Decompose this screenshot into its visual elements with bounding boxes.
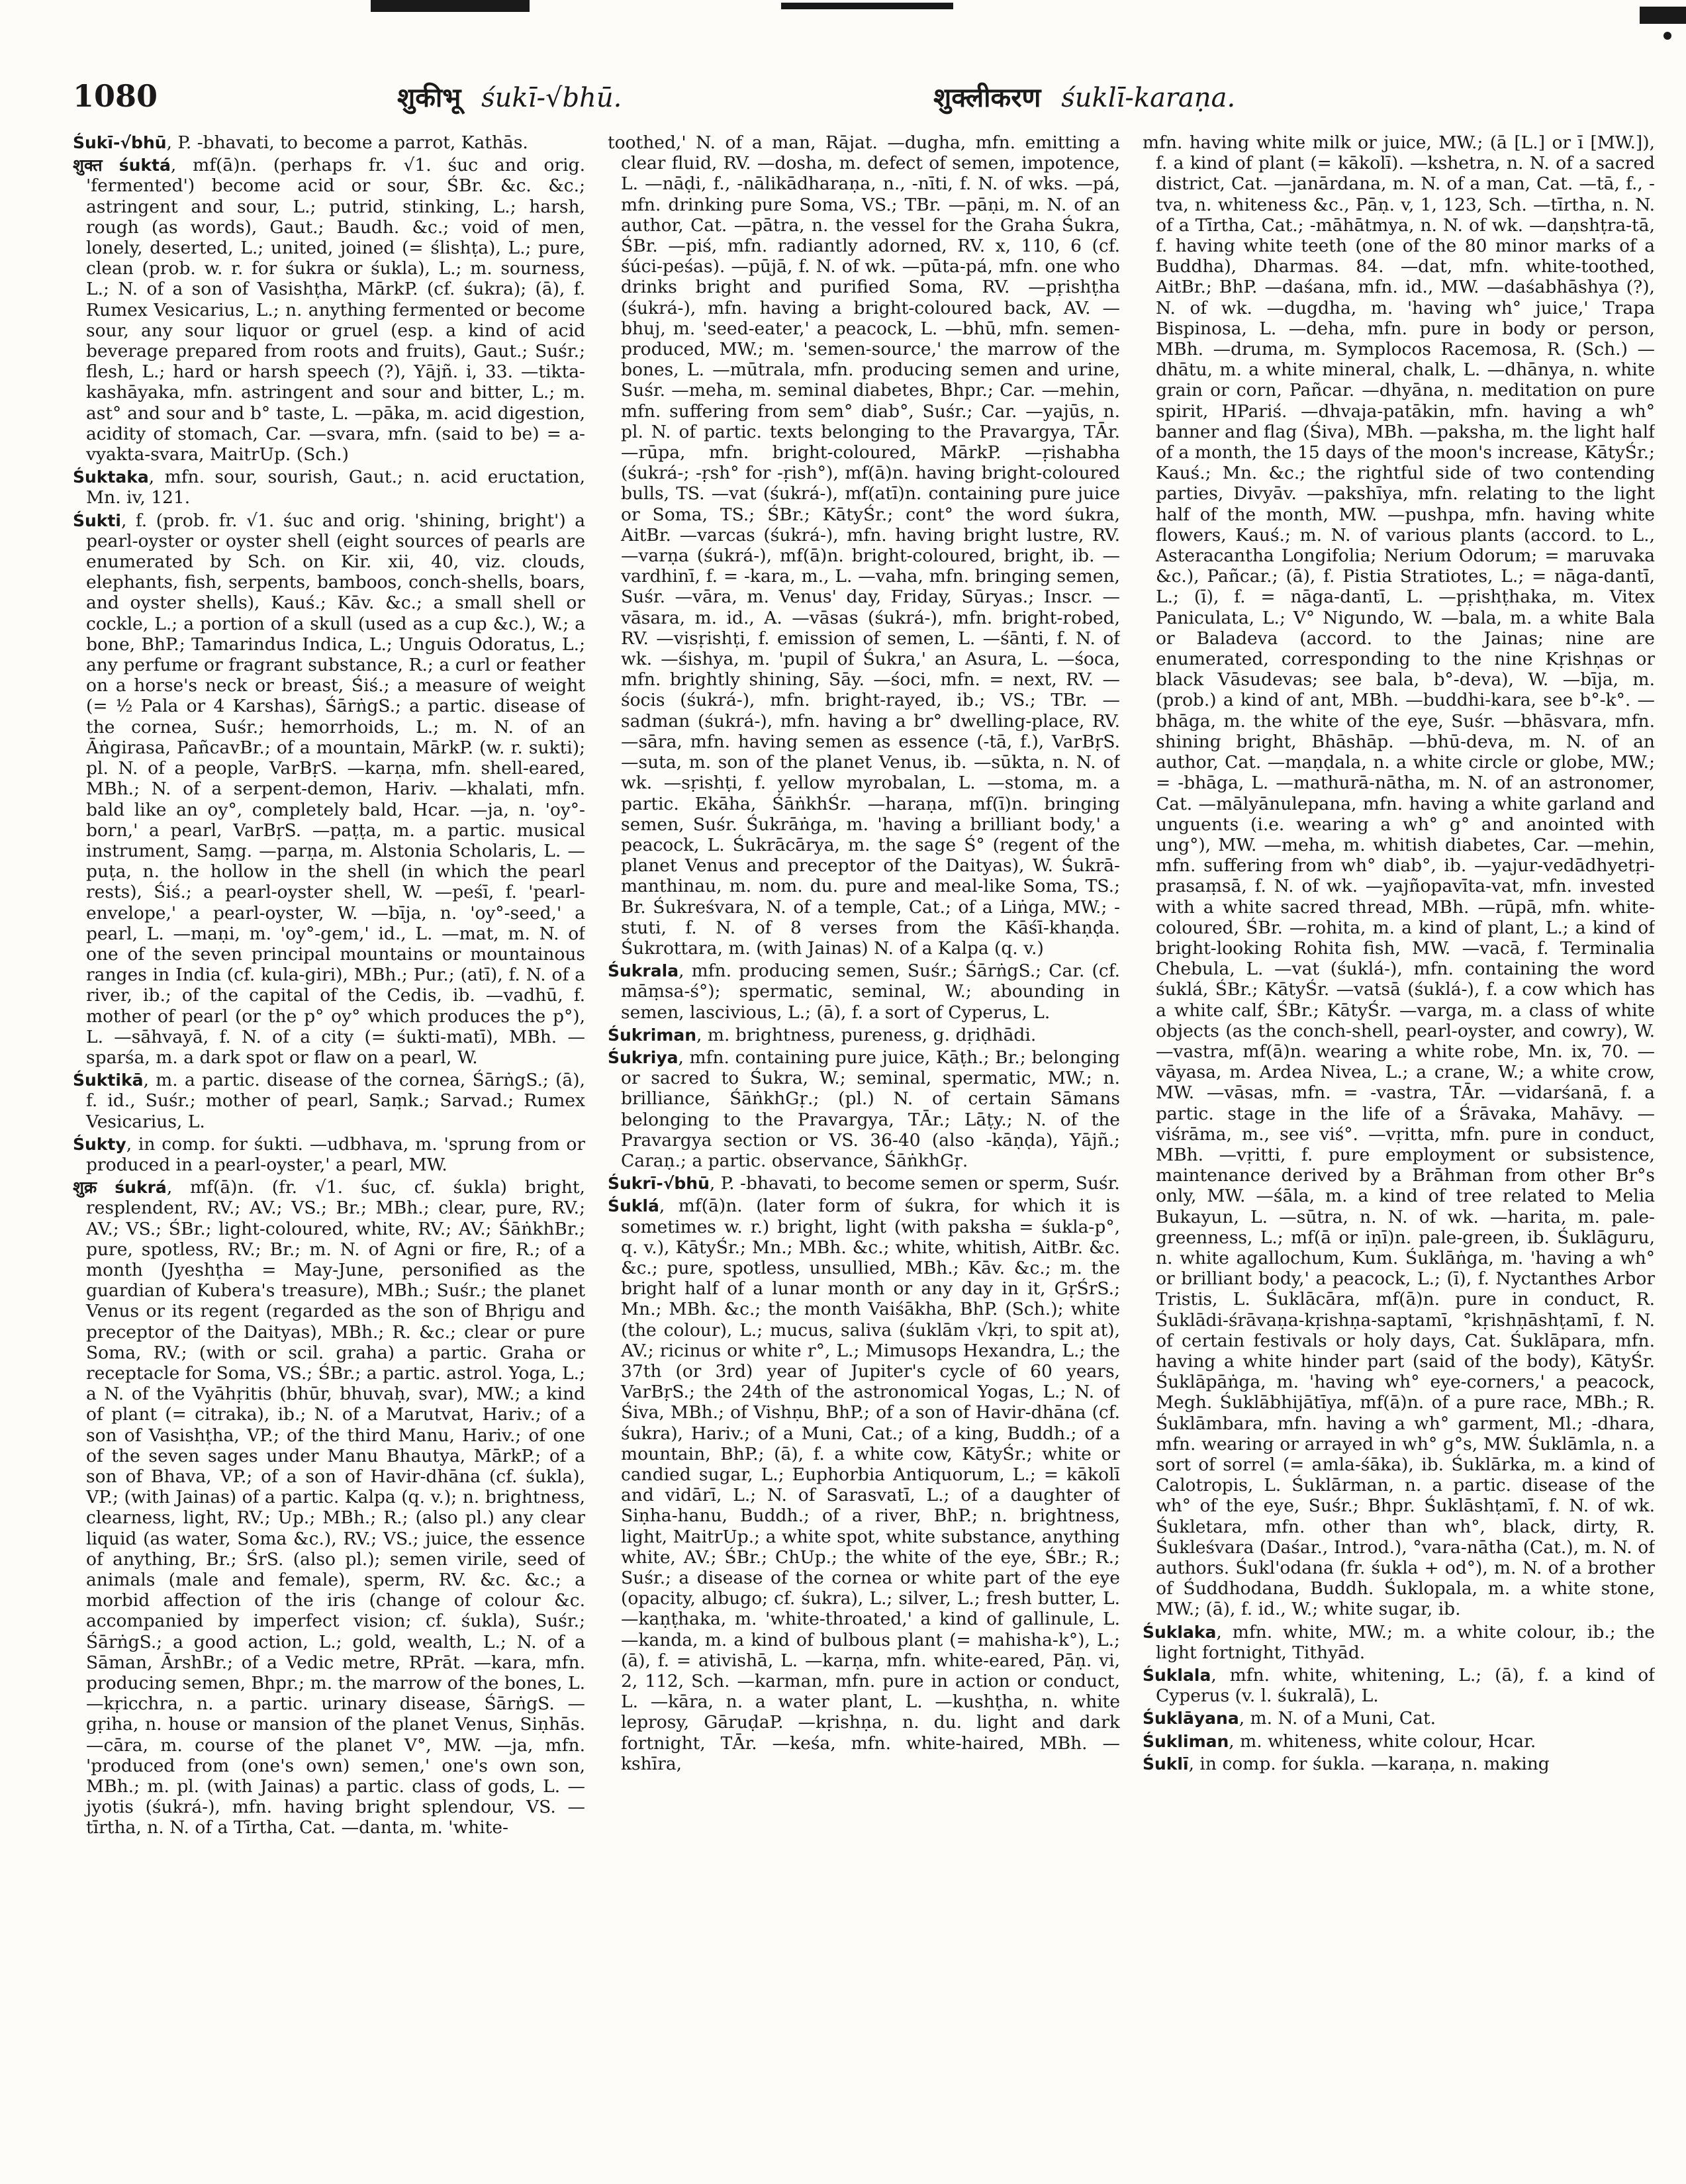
column-right	[1143, 132, 1655, 2158]
dictionary-entry	[73, 467, 585, 508]
entry-text: , mfn. white, whitening, L.; (ā), f. a kind of Cyperus (v. l. śukralā), L.	[1156, 1665, 1655, 1707]
entry-text: , mfn. producing semen, Suśr.; ŚārṅgS.; Car. (cf. māṃsa-ś°); spermatic, seminal, W.; abounding in semen, lascivious, L.; (ā), f. a sort of Cyperus, L.	[621, 961, 1120, 1023]
entry-text: , P. -bhavati, to become a parrot, Kathās.	[166, 132, 528, 153]
dictionary-entry	[73, 155, 585, 465]
dictionary-entry	[73, 1134, 585, 1175]
dictionary-entry	[608, 961, 1120, 1023]
entry-text: , mf(ā)n. (perhaps fr. √1. śuc and orig. 'fermented') become acid or sour, ŚBr. &c. &c.; astringent and sour, L.; putrid, stinking, L.; harsh, rough (as words), Gaut.; Baudh. &c.; void of men, lonely, deserted, L.; united, joined (= ślishṭa), L.; pure, clean (prob. w. r. for śukra or śukla), L.; m. sourness, L.; N. of a son of Vasishṭha, MārkP. (cf. śukra); (ā), f. Rumex Vesicarius, L.; n. anything fermented or become sour, any sour liquor or gruel (esp. a kind of acid beverage prepared from roots and fruits), Gaut.; Suśr.; flesh, L.; hard or harsh speech (?), Yājñ. i, 33. —tikta-kashāyaka, mfn. astringent and sour and bitter, L.; m. ast° and sour and b° taste, L. —pāka, m. acid digestion, acidity of stomach, Car. —svara, mfn. (said to be) = a-vyakta-svara, MaitrUp. (Sch.)	[86, 155, 585, 465]
entry-text: mfn. having white milk or juice, MW.; (ā [L.] or ī [MW.]), f. a kind of plant (= kākolī). —kshetra, n. N. of a sacred district, Cat. —janārdana, m. N. of a man, Cat. —tā, f., -tva, n. whiteness &c., Pāṇ. v, 1, 123, Sch. —tīrtha, n. N. of a Tīrtha, Cat.; -māhātmya, n. N. of wk. —daṇshṭra-tā, f. having white teeth (one of the 80 minor marks of a Buddha), Dharmas. 84. —dat, mfn. white-toothed, AitBr.; BhP. —daśana, mfn. id., MW. —daśabhāshya (?), N. of wk. —dugdha, m. 'having wh° juice,' Trapa Bispinosa, L. —deha, mfn. pure in body or person, MBh. —druma, m. Symplocos Racemosa, R. (Sch.) —dhātu, m. a white mineral, chalk, L. —dhānya, n. white grain or corn, Pañcar. —dhyāna, n. meditation on pure spirit, HPariś. —dhvaja-patākin, mfn. having a wh° banner and flag (Śiva), MBh. —paksha, m. the light half of a month, the 15 days of the moon's increase, KātyŚr.; Kauś.; Mn. &c.; the rightful side of two contending parties, Divyāv. —pakshīya, mfn. relating to the light half of the month, MW. —pushpa, mfn. having white flowers, Kauś.; m. N. of various plants (accord. to L., Asteracantha Longifolia; Nerium Odorum; = maruvaka &c.), Pañcar.; (ā), f. Pistia Stratiotes, L.; = nāga-dantī, L.; (ī), f. = nāga-dantī, L. —pṛishṭhaka, m. Vitex Paniculata, L.; V° Nigundo, W. —bala, m. a white Bala or Baladeva (accord. to the Jainas; nine are enumerated, corresponding to the nine Kṛishṇas or black Vāsudevas; see bala, b°-deva), W. —bīja, m. (prob.) a kind of ant, MBh. —buddhi-kara, see b°-k°. —bhāga, m. the white of the eye, Suśr. —bhāsvara, mfn. shining bright, Bhāshāp. —bhū-deva, m. N. of an author, Cat. —maṇḍala, n. a white circle or globe, MW.; = -bhāga, L. —mathurā-nātha, m. N. of an astronomer, Cat. —mālyānulepana, mfn. having a white garland and unguents (i.e. wearing a wh° g° and anointed with ung°), MW. —meha, m. whitish diabetes, Car. —mehin, mfn. suffering from wh° diab°, ib. —yajur-vedādhyetṛi-prasaṃsā, f. N. of wk. —yajñopavīta-vat, mfn. invested with a white sacred thread, MBh. —rūpā, mfn. white-coloured, ŚBr. —rohita, m. a kind of plant, L.; a kind of bright-looking Rohita fish, MW. —vacā, f. Terminalia Chebula, L. —vat (śuklá-), mfn. containing the word śuklá, ŚBr.; KātyŚr. —vatsā (śuklá-), f. a cow which has a white calf, ŚBr.; KātyŚr. —varga, m. a class of white objects (as the conch-shell, pearl-oyster, and cowry), W. —vastra, mf(ā)n. wearing a white robe, Mn. ix, 70. —vāyasa, m. Ardea Nivea, L.; a crane, W.; a white crow, MW. —vāsas, mfn. = -vastra, TĀr. —vidarśanā, f. a partic. stage in the life of a Śrāvaka, Mahāvy. —viśrāma, m., see viś°. —vṛitta, mfn. pure in conduct, MBh. —vṛitti, f. pure employment or subsistence, maintenance derived by a Brāhman from other Br°s only, MW. —śāla, m. a kind of tree related to Melia Bukayun, L. —sūtra, n. N. of wk. —harita, m. pale-greenness, L.; mf(ā or iṇī)n. pale-green, ib. Śuklāguru, n. white agallochum, Kum. Śuklāṅga, m. 'having a wh° or brilliant body,' a peacock, L.; (ī), f. Nyctanthes Arbor Tristis, L. Śuklācāra, mf(ā)n. pure in conduct, R. Śuklādi-śrāvaṇa-kṛishṇa-saptamī, °kṛishṇāshṭamī, f. N. of certain festivals or holy days, Cat. Śuklāpara, mfn. having a white hinder part (said of the body), KātyŚr. Śuklāpāṅga, m. 'having wh° eye-corners,' a peacock, Megh. Śuklābhijātīya, mf(ā)n. of a pure race, MBh.; R. Śuklāmbara, mfn. having a wh° garment, Ml.; -dhara, mfn. wearing or arrayed in wh° g°s, MW. Śuklāmla, n. a sort of sorrel (= amla-śāka), ib. Śuklārka, m. a kind of Calotropis, L. Śuklārman, n. a partic. disease of the wh° of the eye, Suśr.; Bhpr. Śuklāshṭamī, f. N. of wk. Śukletara, mfn. other than wh°, black, dirty, R. Śukleśvara (Daśar., Introd.), °vara-nātha (Cat.), m. N. of authors. Śukl'odana (fr. śukla + od°), m. N. of a brother of Śuddhodana, Buddh. Śuklopala, m. a white stone, MW.; (ā), f. id., W.; white sugar, ib.	[1143, 132, 1655, 1620]
column-middle	[608, 132, 1120, 2158]
guide-left-devanagari: शुकीभू	[397, 83, 461, 113]
dictionary-entry	[608, 1196, 1120, 1774]
entry-headword: Śukriya	[608, 1047, 679, 1067]
entry-text: , m. a partic. disease of the cornea, ŚārṅgS.; (ā), f. id., Suśr.; mother of pearl, Saṃk.; Sarvad.; Rumex Vesicarius, L.	[86, 1070, 585, 1132]
entry-text: , mfn. white, MW.; m. a white colour, ib.; the light fortnight, Tithyād.	[1156, 1621, 1655, 1663]
dictionary-entry	[608, 132, 1120, 959]
guide-left-roman: śukī-√bhū.	[481, 83, 622, 113]
dictionary-entry	[1143, 1622, 1655, 1663]
entry-text: , m. brightness, pureness, g. dṛiḍhādi.	[696, 1024, 1037, 1045]
dictionary-columns	[73, 132, 1655, 2158]
guide-word-right	[933, 78, 1235, 115]
entry-text: , m. N. of a Muni, Cat.	[1239, 1708, 1436, 1729]
entry-headword: Śukī-√bhū	[73, 133, 167, 152]
column-left	[73, 132, 585, 2158]
page-header	[73, 78, 1648, 124]
entry-text: , P. -bhavati, to become semen or sperm, Suśr.	[709, 1173, 1120, 1194]
guide-right-devanagari: शुक्लीकरण	[933, 83, 1041, 113]
entry-headword: Śukti	[73, 510, 121, 530]
entry-headword: Śukriman	[608, 1025, 697, 1045]
scan-artifact	[371, 0, 530, 12]
entry-headword: Śuktikā	[73, 1070, 144, 1090]
entry-text: , m. whiteness, white colour, Hcar.	[1229, 1731, 1536, 1752]
scan-artifact	[1640, 7, 1686, 24]
dictionary-entry	[73, 1177, 585, 1838]
entry-headword: Śuklī	[1143, 1754, 1189, 1774]
entry-text: toothed,' N. of a man, Rājat. —dugha, mfn. emitting a clear fluid, RV. —dosha, m. defect of semen, impotence, L. —nāḍi, f., -nālikādharaṇa, n., -nīti, f. N. of wks. —pá, mfn. drinking pure Soma, VS.; TBr. —pāṇi, m. N. of an author, Cat. —pātra, n. the vessel for the Graha Śukra, ŚBr. —piś, mfn. radiantly adorned, RV. x, 110, 6 (cf. śúci-peśas). —pūjā, f. N. of wk. —pūta-pá, mfn. one who drinks bright and purified Soma, RV. —pṛishṭha (śukrá-), mfn. having a bright-coloured back, AV. —bhuj, m. 'seed-eater,' a peacock, L. —bhū, mfn. semen-produced, MW.; m. 'semen-source,' the marrow of the bones, L. —mūtrala, mfn. producing semen and urine, Suśr. —meha, m. seminal diabetes, Bhpr.; Car. —mehin, mfn. suffering from sem° diab°, Suśr.; Car. —yajūs, n. pl. N. of partic. texts belonging to the Pravargya, TĀr. —rūpa, mfn. bright-coloured, MārkP. —ṛishabha (śukrá-; -ṛsh° for -ṛish°), mf(ā)n. having bright-coloured bulls, TS. —vat (śukrá-), mf(atī)n. containing pure juice or Soma, TS.; ŚBr.; KātyŚr.; cont° the word śukra, AitBr. —varcas (śukrá-), mfn. having bright lustre, RV. —varṇa (śukrá-), mf(ā)n. bright-coloured, bright, ib. —vardhinī, f. = -kara, m., L. —vaha, mfn. bringing semen, Suśr. —vāra, m. Venus' day, Friday, Sūryas.; Inscr. —vāsara, m. id., A. —vāsas (śukrá-), mfn. bright-robed, RV. —visṛishṭi, f. emission of semen, L. —śānti, f. N. of wk. —śishya, m. 'pupil of Śukra,' an Asura, L. —śoca, mfn. brightly shining, Sāy. —śoci, mfn. = next, RV. —śocis (śukrá-), mfn. bright-rayed, ib.; VS.; TBr. —sadman (śukrá-), mfn. having a br° dwelling-place, RV. —sāra, mfn. having semen as essence (-tā, f.), VarBṛS. —suta, m. son of the planet Venus, ib. —sūkta, n. N. of wk. —sṛishṭi, f. yellow myrobalan, L. —stoma, m. a partic. Ekāha, ŚāṅkhŚr. —haraṇa, mf(ī)n. bringing semen, Suśr. Śukrāṅga, m. 'having a brilliant body,' a peacock, L. Śukrācārya, m. the sage Ś° (regent of the planet Venus and preceptor of the Daityas), W. Śukrā-manthinau, m. nom. du. pure and meal-like Soma, TS.; Br. Śukreśvara, N. of a temple, Cat.; of a Liṅga, MW.; -stuti, f. N. of 8 verses from the Kāśī-khaṇḍa. Śukrottara, m. (with Jainas) N. of a Kalpa (q. v.)	[608, 132, 1120, 959]
entry-headword: Śukrī-√bhū	[608, 1174, 710, 1194]
entry-text: , mf(ā)n. (fr. √1. śuc, cf. śukla) bright, resplendent, RV.; AV.; VS.; Br.; MBh.; clear, pure, RV.; AV.; VS.; ŚBr.; light-coloured, white, RV.; AV.; ŚāṅkhBr.; pure, spotless, RV.; Br.; m. N. of Agni or fire, R.; of a month (Jyeshṭha = May-June, personified as the guardian of Kubera's treasure), MBh.; Suśr.; the planet Venus or its regent (regarded as the son of Bhṛigu and preceptor of the Daityas), MBh.; R. &c.; clear or pure Soma, RV.; (with or scil. graha) a partic. Graha or receptacle for Soma, VS.; ŚBr.; a partic. astrol. Yoga, L.; a N. of the Vyāhṛitis (bhūr, bhuvaḥ, svar), MW.; a kind of plant (= citraka), ib.; N. of a Marutvat, Hariv.; of a son of Vasishṭha, VP.; of the third Manu, Hariv.; of one of the seven sages under Manu Bhautya, MārkP.; of a son of Bhava, VP.; of a son of Havir-dhāna (cf. śukla), VP.; (with Jainas) of a partic. Kalpa (q. v.); n. brightness, clearness, light, RV.; Up.; MBh.; R.; (also pl.) any clear liquid (as water, Soma &c.), RV.; VS.; juice, the essence of anything, Br.; ŚrS. (also pl.); semen virile, seed of animals (male and female), sperm, RV. &c. &c.; a morbid affection of the iris (change of colour &c. accompanied by imperfect vision; cf. śukla), Suśr.; ŚārṅgS.; a good action, L.; gold, wealth, L.; N. of a Sāman, ĀrshBr.; of a Vedic metre, RPrāt. —kara, mfn. producing semen, Bhpr.; m. the marrow of the bones, L. —kṛicchra, n. a partic. urinary disease, ŚārṅgS. —gṛiha, n. house or mansion of the planet Venus, Siṇhās. —cāra, m. course of the planet V°, MW. —ja, mfn. 'produced from (one's own) semen,' one's own son, MBh.; m. pl. (with Jainas) a partic. class of gods, L. —jyotis (śukrá-), mfn. having bright splendour, VS. —tīrtha, n. N. of a Tīrtha, Cat. —danta, m. 'white-	[86, 1177, 585, 1838]
dictionary-entry	[73, 510, 585, 1068]
entry-headword: शुक्त śuktá	[73, 156, 171, 175]
entry-headword: Śuklāyana	[1143, 1709, 1239, 1729]
dictionary-entry	[1143, 132, 1655, 1620]
entry-headword: Śuklaka	[1143, 1622, 1217, 1642]
dictionary-entry	[1143, 1754, 1655, 1774]
entry-headword: Śukrala	[608, 961, 679, 981]
dictionary-entry	[73, 132, 585, 153]
scan-artifact	[1663, 32, 1671, 40]
entry-text: , f. (prob. fr. √1. śuc and orig. 'shining, bright') a pearl-oyster or oyster shell (eight sources of pearls are enumerated by Sch. on Kir. xii, 40, viz. clouds, elephants, fish, serpents, bamboos, conch-shells, boars, and oyster shells), Kauś.; Kāv. &c.; a small shell or cockle, L.; a portion of a skull (used as a cup &c.), W.; a bone, BhP.; Tamarindus Indica, L.; Unguis Odoratus, L.; any perfume or fragrant substance, R.; a curl or feather on a horse's neck or breast, Śiś.; a measure of weight (= ½ Pala or 4 Karshas), ŚārṅgS.; a partic. disease of the cornea, Suśr.; hemorrhoids, L.; m. N. of an Āṅgirasa, PañcavBr.; of a mountain, MārkP. (w. r. sukti); pl. N. of a people, VarBṛS. —karṇa, mfn. shell-eared, MBh.; N. of a serpent-demon, Hariv. —khalati, mfn. bald like an oy°, completely bald, Hcar. —ja, n. 'oy°-born,' a pearl, VarBṛS. —paṭṭa, m. a partic. musical instrument, Saṃg. —parṇa, m. Alstonia Scholaris, L. —puṭa, n. the hollow in the shell (in which the pearl rests), Śiś.; a pearl-oyster shell, W. —peśī, f. 'pearl-envelope,' a pearl-oyster, W. —bīja, n. 'oy°-seed,' a pearl, L. —maṇi, m. 'oy°-gem,' id., L. —mat, m. N. of one of the seven principal mountains or mountainous ranges in India (cf. kula-giri), MBh.; Pur.; (atī), f. N. of a river, ib.; of the capital of the Cedis, ib. —vadhū, f. mother of pearl (or the p° oy° which produces the p°), L. —sāhvayā, f. N. of a city (= śukti-matī), MBh. —sparśa, m. a dark spot or flaw on a pearl, W.	[86, 510, 585, 1068]
page-number: 1080	[73, 78, 158, 114]
entry-headword: Śukliman	[1143, 1731, 1229, 1751]
dictionary-entry	[608, 1025, 1120, 1045]
entry-text: , in comp. for śukla. —karaṇa, n. making	[1188, 1753, 1550, 1774]
entry-headword: Śuktaka	[73, 467, 149, 487]
scan-artifact	[781, 3, 953, 9]
dictionary-entry	[608, 1047, 1120, 1171]
entry-headword: Śuklala	[1143, 1666, 1211, 1685]
entry-headword: शुक्र śukrá	[73, 1178, 167, 1198]
entry-headword: Śuklá	[608, 1196, 659, 1216]
dictionary-entry	[1143, 1665, 1655, 1706]
dictionary-entry	[1143, 1708, 1655, 1729]
dictionary-entry	[73, 1070, 585, 1132]
dictionary-entry	[608, 1173, 1120, 1194]
entry-text: , in comp. for śukti. —udbhava, m. 'sprung from or produced in a pearl-oyster,' a pearl, MW.	[86, 1133, 585, 1175]
entry-text: , mfn. sour, sourish, Gaut.; n. acid eructation, Mn. iv, 121.	[86, 467, 585, 508]
entry-text: , mfn. containing pure juice, Kāṭh.; Br.; belonging or sacred to Śukra, W.; seminal, spermatic, MW.; n. brilliance, ŚāṅkhGṛ.; (pl.) N. of certain Sāmans belonging to the Pravargya, TĀr.; Lāṭy.; N. of the Pravargya section or VS. 36-40 (also -kāṇḍa), Yājñ.; Caraṇ.; a partic. observance, ŚāṅkhGṛ.	[621, 1047, 1120, 1171]
guide-right-roman: śuklī-karaṇa.	[1061, 83, 1236, 113]
dictionary-entry	[1143, 1731, 1655, 1752]
entry-headword: Śukty	[73, 1134, 126, 1154]
guide-word-left	[397, 78, 622, 115]
entry-text: , mf(ā)n. (later form of śukra, for which it is sometimes w. r.) bright, light (with paksha = śukla-p°, q. v.), KātyŚr.; Mn.; MBh. &c.; white, whitish, AitBr. &c. &c.; pure, spotless, unsullied, MBh.; Kāv. &c.; m. the bright half of a lunar month or any day in it, GṛŚrS.; Mn.; MBh. &c.; the month Vaiśākha, BhP. (Sch.); white (the colour), L.; mucus, saliva (śuklām √kṛi, to spit at), AV.; ricinus or white r°, L.; Mimusops Hexandra, L.; the 37th (or 3rd) year of Jupiter's cycle of 60 years, VarBṛS.; the 24th of the astronomical Yogas, L.; N. of Śiva, MBh.; of Vishṇu, BhP.; of a son of Havir-dhāna (cf. śukra), Hariv.; of a Muni, Cat.; of a king, Buddh.; of a mountain, BhP.; (ā), f. a white cow, KātyŚr.; white or candied sugar, L.; Euphorbia Antiquorum, L.; = kākolī and vidārī, L.; N. of Sarasvatī, L.; of a daughter of Siṇha-hanu, Buddh.; of a river, BhP.; n. brightness, light, MaitrUp.; a white spot, white substance, anything white, AV.; ŚBr.; ChUp.; the white of the eye, ŚBr.; R.; Suśr.; a disease of the cornea or white part of the eye (opacity, albugo; cf. śukra), L.; silver, L.; fresh butter, L. —kaṇṭhaka, m. 'white-throated,' a kind of gallinule, L. —kanda, m. a kind of bulbous plant (= mahisha-k°), L.; (ā), f. = ativishā, L. —karṇa, mfn. white-eared, Pāṇ. vi, 2, 112, Sch. —karman, mfn. pure in action or conduct, L. —kāra, n. a water plant, L. —kushṭha, n. white leprosy, GāruḍaP. —kṛishṇa, n. du. light and dark fortnight, TĀr. —keśa, mfn. white-haired, MBh. —kshīra,	[621, 1196, 1120, 1774]
